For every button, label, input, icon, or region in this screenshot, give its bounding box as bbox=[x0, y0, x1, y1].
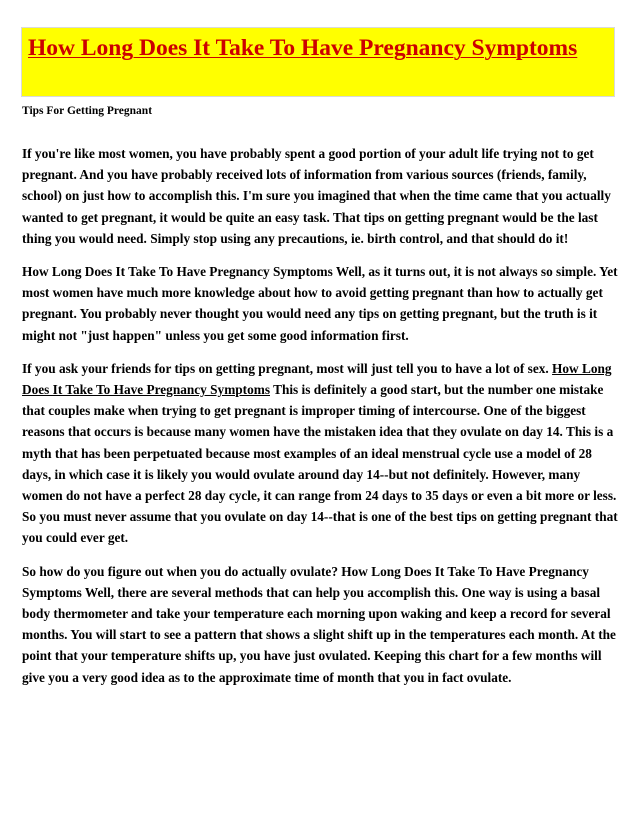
paragraph-4: So how do you figure out when you do actually ovulate? How Long Does It Take To Have Pregnancy Symptoms Well, there are several methods that can help you accomplish this. One way is using a basal body thermometer and take your temperature each morning upon waking and keep a record for several months. You will start to see a pattern that shows a slight shift up in the temperatures each month. At the point that your temperature shifts up, you have just ovulated. Keeping this chart for a few months will give you a very good idea as to the approximate time of month that you in fact ovulate. bbox=[22, 563, 616, 685]
paragraph-3 bbox=[22, 358, 618, 549]
article-title-link[interactable]: How Long Does It Take To Have Pregnancy Symptoms bbox=[22, 360, 612, 398]
paragraph-3-text-after: This is definitely a good start, but the number one mistake that couples make when trying to get pregnant is improper timing of intercourse. One of the biggest reasons that occurs is because many women have the mistaken idea that they ovulate on day 14. This is a myth that has been perpetuated because most examples of an ideal menstrual cycle use a model of 28 days, in which case it is likely you would ovulate around day 14--but not definitely. However, many women do not have a perfect 28 day cycle, it can range from 24 days to 35 days or even a bit more or less. So you must never assume that you ovulate on day 14--that is one of the best tips on getting pregnant that you could ever get. bbox=[22, 382, 618, 546]
article-body bbox=[22, 143, 618, 700]
paragraph-3-text-before: If you ask your friends for tips on getting pregnant, most will just tell you to have a lot of sex. bbox=[22, 360, 553, 376]
paragraph-1: If you're like most women, you have probably spent a good portion of your adult life trying not to get pregnant. And you have probably received lots of information from various sources (friends, family, school) on just how to accomplish this. I'm sure you imagined that when the time came that you actually wanted to get pregnant, it would be quite an easy task. That tips on getting pregnant would be the last thing you would need. Simply stop using any precautions, ie. birth control, and that should do it! bbox=[22, 146, 611, 246]
paragraph-2: How Long Does It Take To Have Pregnancy Symptoms Well, as it turns out, it is not always so simple. Yet most women have much more knowledge about how to avoid getting pregnant than how to actually get pregnant. You probably never thought you would need any tips on getting pregnant, but the truth is it might not "just happen" unless you get some good information first. bbox=[22, 264, 618, 343]
page-title[interactable]: How Long Does It Take To Have Pregnancy Symptoms bbox=[28, 35, 578, 61]
subtitle: Tips For Getting Pregnant bbox=[22, 105, 153, 117]
title-banner bbox=[21, 27, 615, 97]
